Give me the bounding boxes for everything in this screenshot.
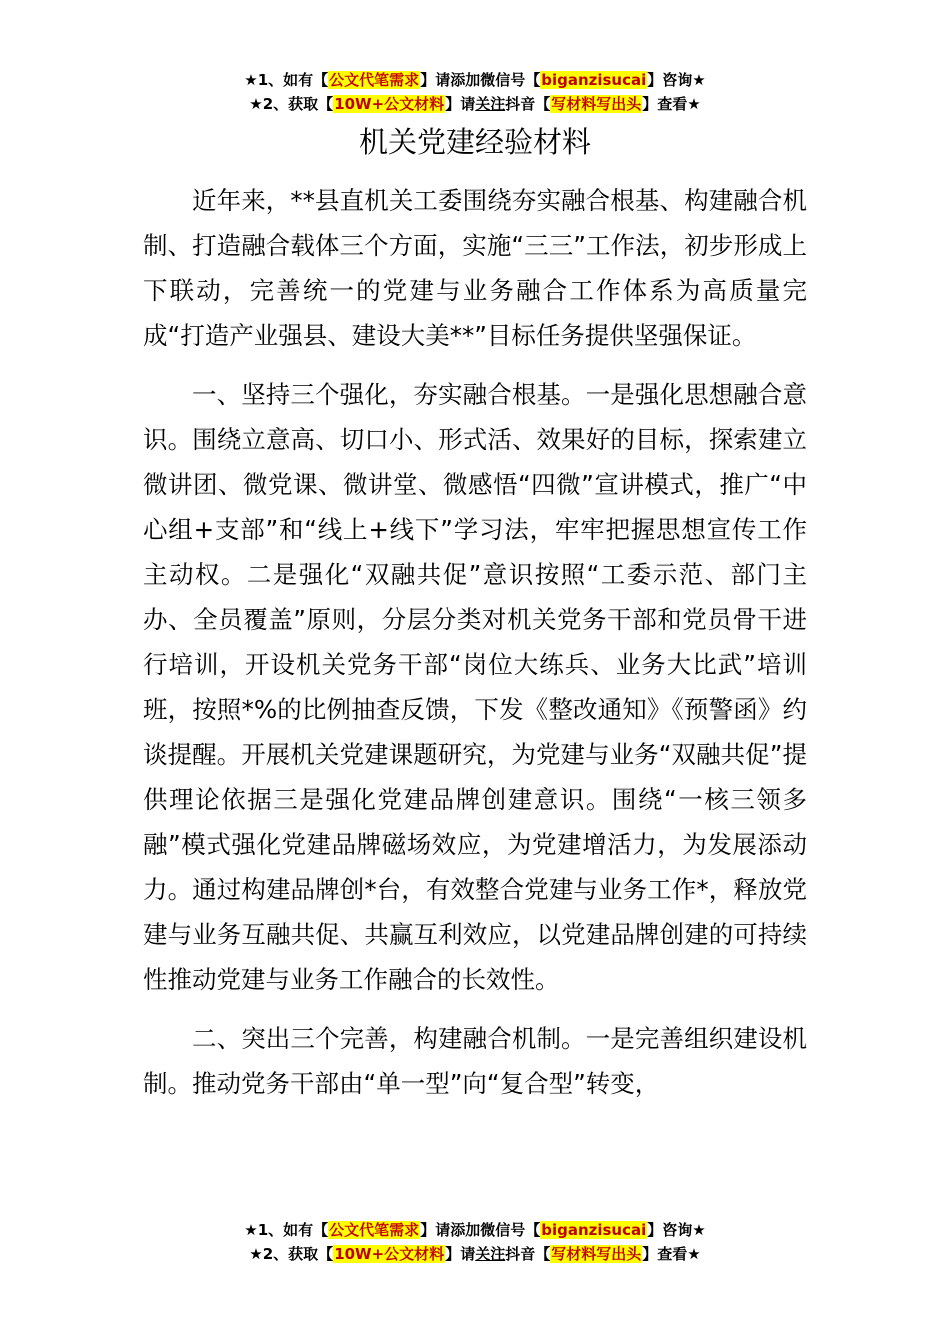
banner-text: 】请 [445, 95, 476, 113]
wechat-id-highlight: biganzisucai [541, 1221, 647, 1239]
banner-text: 】咨询★ [647, 71, 706, 89]
header-banner [0, 68, 950, 116]
banner-text: 】请添加微信号【 [420, 1221, 541, 1239]
document-title: 机关党建经验材料 [358, 125, 591, 159]
paragraph: 近年来，**县直机关工委围绕夯实融合根基、构建融合机制、打造融合载体三个方面，实施“三三”工作法，初步形成上下联动，完善统一的党建与业务融合工作体系为高质量完成“打造产业强县、建设大美**”目标任务提供坚强保证。 [143, 186, 807, 350]
banner-line-1 [0, 1218, 950, 1242]
banner-text: 抖音【 [505, 95, 551, 113]
document-body [143, 178, 807, 1120]
douyin-account-highlight: 写材料写出头 [551, 1245, 642, 1263]
banner-text: ★2、获取【 [249, 1245, 334, 1263]
banner-text: 】查看★ [642, 95, 701, 113]
banner-text: ★1、如有【 [244, 71, 329, 89]
banner-line-2 [0, 1242, 950, 1266]
footer-banner [0, 1218, 950, 1266]
banner-text: 】查看★ [642, 1245, 701, 1263]
banner-text: 】咨询★ [647, 1221, 706, 1239]
banner-text: 抖音【 [505, 1245, 551, 1263]
paragraph: 二、突出三个完善，构建融合机制。一是完善组织建设机制。推动党务干部由“单一型”向“复合型”转变， [143, 1024, 807, 1098]
paragraph: 一、坚持三个强化，夯实融合根基。一是强化思想融合意识。围绕立意高、切口小、形式活、效果好的目标，探索建立微讲团、微党课、微讲堂、微感悟“四微”宣讲模式，推广“中心组+支部”和“线上+线下”学习法，牢牢把握思想宣传工作主动权。二是强化“双融共促”意识按照“工委示范、部门主办、全员覆盖”原则，分层分类对机关党务干部和党员骨干进行培训，开设机关党务干部“岗位大练兵、业务大比武”培训班，按照*%的比例抽查反馈，下发《整改通知》《预警函》约谈提醒。开展机关党建课题研究，为党建与业务“双融共促”提供理论依据三是强化党建品牌创建意识。围绕“一核三领多融”模式强化党建品牌磁场效应，为党建增活力，为发展添动力。通过构建品牌创*台，有效整合党建与业务工作*，释放党建与业务互融共促、共赢互利效应，以党建品牌创建的可持续性推动党建与业务工作融合的长效性。 [143, 380, 807, 994]
banner-line-1 [0, 68, 950, 92]
wechat-id-highlight: biganzisucai [541, 71, 647, 89]
banner-text: ★2、获取【 [249, 95, 334, 113]
banner-highlight: 公文代笔需求 [329, 71, 420, 89]
banner-highlight: 10W+公文材料 [334, 1245, 445, 1263]
banner-text: ★1、如有【 [244, 1221, 329, 1239]
banner-line-2 [0, 92, 950, 116]
banner-highlight: 公文代笔需求 [329, 1221, 420, 1239]
banner-underlined-text: 关注 [475, 1245, 506, 1263]
banner-underlined-text: 关注 [475, 95, 506, 113]
banner-highlight: 10W+公文材料 [334, 95, 445, 113]
douyin-account-highlight: 写材料写出头 [551, 95, 642, 113]
banner-text: 】请 [445, 1245, 476, 1263]
banner-text: 】请添加微信号【 [420, 71, 541, 89]
